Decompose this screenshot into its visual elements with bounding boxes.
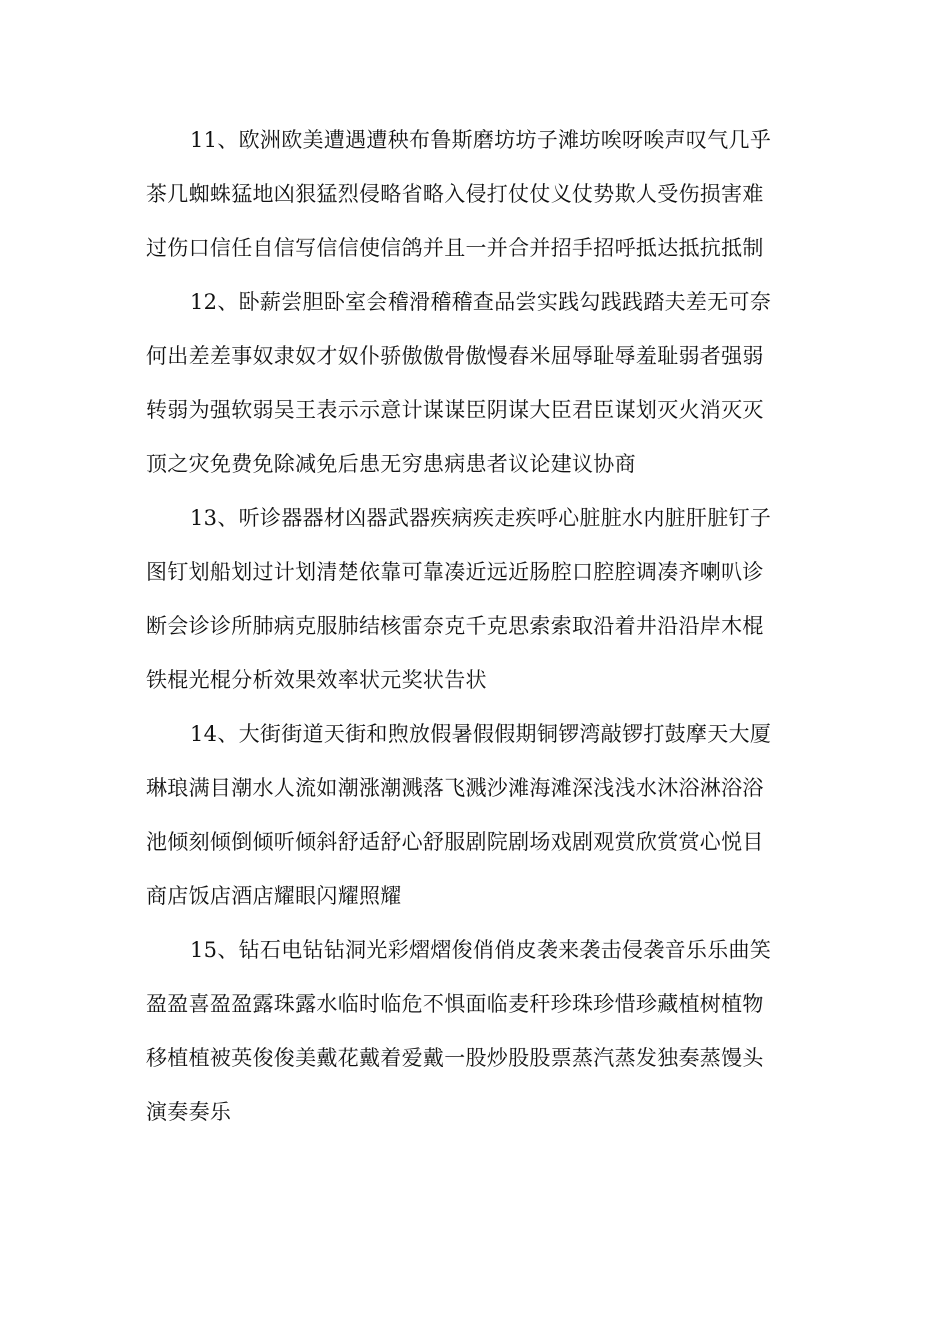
paragraph-14 [146,707,796,923]
paragraph-13 [146,491,796,707]
text-line: 铁棍光棍分析效果效率状元奖状告状 [146,668,487,692]
paragraph-15 [146,923,796,1139]
text-line: 15、钻石电钻钻洞光彩熠熠俊俏俏皮袭来袭击侵袭音乐乐曲笑 [190,938,772,962]
text-line: 何出差差事奴隶奴才奴仆骄傲傲骨傲慢舂米屈辱耻辱羞耻弱者强弱 [146,344,764,368]
text-line: 移植植被英俊俊美戴花戴着爱戴一股炒股股票蒸汽蒸发独奏蒸馒头 [146,1046,764,1070]
text-line: 14、大街街道天街和煦放假暑假假期铜锣湾敲锣打鼓摩天大厦 [190,722,772,746]
text-line: 池倾刻倾倒倾听倾斜舒适舒心舒服剧院剧场戏剧观赏欣赏赏心悦目 [146,830,764,854]
text-line: 演奏奏乐 [146,1100,232,1124]
text-line: 13、听诊器器材凶器武器疾病疾走疾呼心脏脏水内脏肝脏钉子 [190,506,772,530]
text-line: 转弱为强软弱吴王表示示意计谋谋臣阴谋大臣君臣谋划灭火消灭灭 [146,398,764,422]
paragraph-11 [146,113,796,275]
text-line: 茶几蜘蛛猛地凶狠猛烈侵略省略入侵打仗仗义仗势欺人受伤损害难 [146,182,764,206]
text-line: 断会诊诊所肺病克服肺结核雷奈克千克思索索取沿着井沿沿岸木棍 [146,614,764,638]
document-body [146,113,796,1139]
text-line: 商店饭店酒店耀眼闪耀照耀 [146,884,402,908]
text-line: 琳琅满目潮水人流如潮涨潮溅落飞溅沙滩海滩深浅浅水沐浴淋浴浴 [146,776,764,800]
text-line: 过伤口信任自信写信信使信鸽并且一并合并招手招呼抵达抵抗抵制 [146,236,764,260]
text-line: 11、欧洲欧美遭遇遭秧布鲁斯磨坊坊子滩坊唉呀唉声叹气几乎 [190,128,772,152]
text-line: 图钉划船划过计划清楚依靠可靠凑近远近肠腔口腔腔调凑齐喇叭诊 [146,560,764,584]
text-line: 12、卧薪尝胆卧室会稽滑稽稽查品尝实践勾践践踏夫差无可奈 [190,290,772,314]
text-line: 顶之灾免费免除减免后患无穷患病患者议论建议协商 [146,452,636,476]
paragraph-12 [146,275,796,491]
text-line: 盈盈喜盈盈露珠露水临时临危不惧面临麦秆珍珠珍惜珍藏植树植物 [146,992,764,1016]
